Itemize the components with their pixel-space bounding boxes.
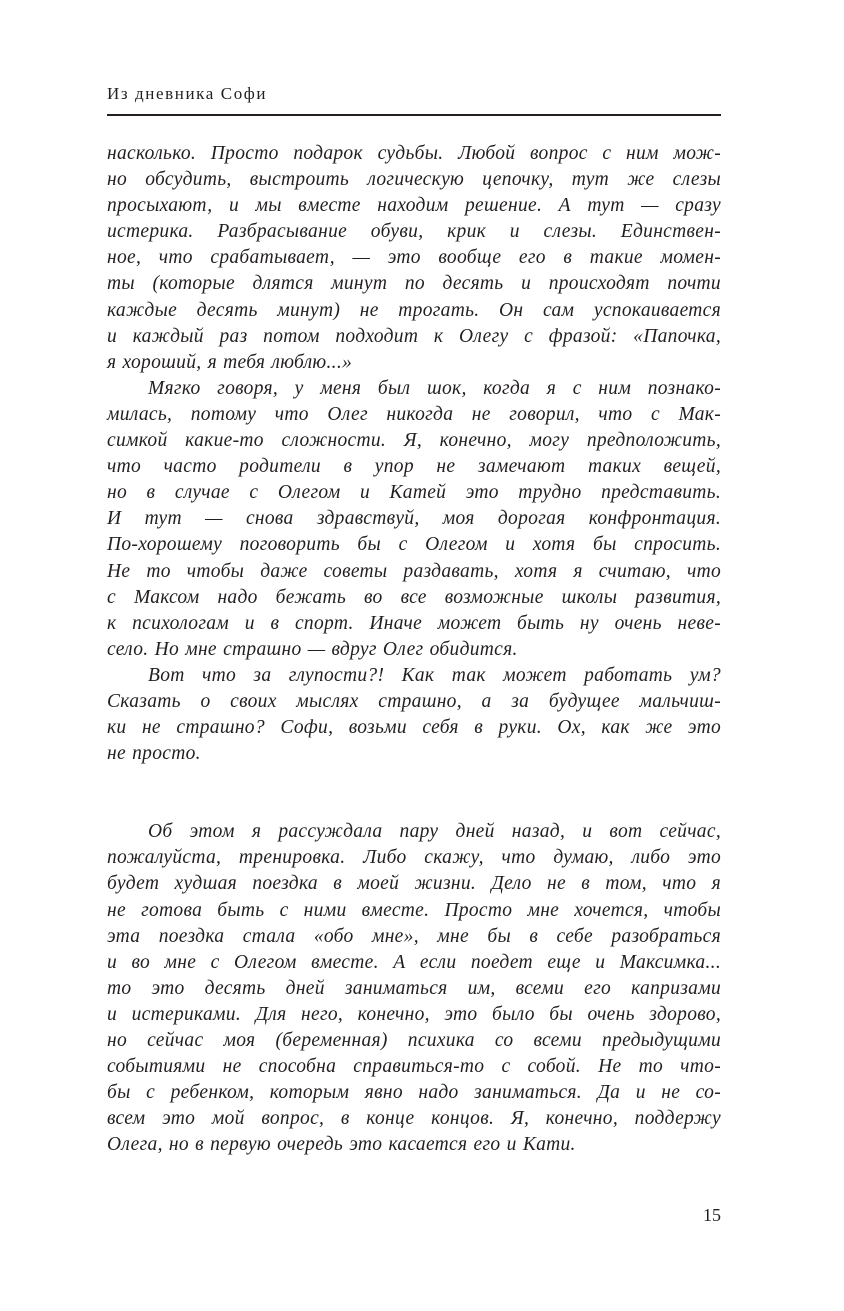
text-line: бы с ребенком, которым явно надо заниматься. Да и не со- <box>107 1082 721 1104</box>
text-line: то это десять дней заниматься им, всеми его капризами <box>107 977 721 999</box>
text-line: симкой какие-то сложности. Я, конечно, могу предположить, <box>107 430 721 452</box>
paragraph <box>107 141 721 376</box>
text-line: Олега, но в первую очередь это касается его и Кати. <box>107 1134 576 1156</box>
text-line: но обсудить, выстроить логическую цепочку, тут же слезы <box>107 169 721 191</box>
text-line: И тут — снова здравствуй, моя дорогая конфронтация. <box>107 508 721 530</box>
section-break <box>107 767 721 819</box>
text-line: просыхают, и мы вместе находим решение. А тут — сразу <box>107 195 721 217</box>
text-line: ты (которые длятся минут по десять и происходят почти <box>107 273 721 295</box>
text-line: но в случае с Олегом и Катей это трудно представить. <box>107 482 721 504</box>
text-line: всем это мой вопрос, в конце концов. Я, конечно, поддержу <box>107 1108 721 1130</box>
text-line: событиями не способна справиться-то с собой. Не то что- <box>107 1056 721 1078</box>
text-line: но сейчас моя (беременная) психика со всеми предыдущими <box>107 1030 721 1051</box>
text-line: я хороший, я тебя люблю...» <box>107 351 353 373</box>
text-line: и истериками. Для него, конечно, это было бы очень здорово, <box>107 1003 721 1025</box>
text-line: пожалуйста, тренировка. Либо скажу, что думаю, либо это <box>107 847 721 869</box>
text-line: будет худшая поездка в моей жизни. Дело не в том, что я <box>107 873 721 895</box>
text-line: что часто родители в упор не замечают таких вещей, <box>107 456 721 478</box>
text-line: и каждый раз потом подходит к Олегу с фразой: «Папочка, <box>107 325 721 347</box>
text-line: истерика. Разбрасывание обуви, крик и слезы. Единствен- <box>107 221 721 243</box>
paragraph <box>107 819 721 1158</box>
text-line: Не то чтобы даже советы раздавать, хотя я считаю, что <box>107 560 721 582</box>
text-line: Мягко говоря, у меня был шок, когда я с ним познако- <box>148 377 721 399</box>
text-line: Вот что за глупости?! Как так может работать ум? <box>148 664 721 686</box>
text-line: не просто. <box>107 743 201 765</box>
text-line: По-хорошему поговорить бы с Олегом и хотя бы спросить. <box>107 534 721 556</box>
paragraph <box>107 663 721 767</box>
text-line: милась, потому что Олег никогда не говорил, что с Мак- <box>107 403 721 425</box>
text-line: к психологам и в спорт. Иначе может быть ну очень неве- <box>107 612 721 634</box>
page-body <box>107 141 721 1158</box>
text-line: эта поездка стала «обо мне», мне бы в себе разобраться <box>107 925 721 947</box>
text-line: село. Но мне страшно — вдруг Олег обидится. <box>107 638 518 660</box>
running-header: Из дневника Софи <box>107 84 268 103</box>
page-number: 15 <box>703 1205 721 1225</box>
text-line: и во мне с Олегом вместе. А если поедет еще и Максимка... <box>107 951 721 973</box>
text-line: ки не страшно? Софи, возьми себя в руки. Ох, как же это <box>107 717 721 739</box>
text-line: насколько. Просто подарок судьбы. Любой вопрос с ним мож- <box>107 143 721 164</box>
text-line: с Максом надо бежать во все возможные школы развития, <box>107 586 721 608</box>
header-rule <box>107 114 721 116</box>
paragraph <box>107 376 721 663</box>
text-line: каждые десять минут) не трогать. Он сам успокаивается <box>107 299 721 321</box>
text-line: Сказать о своих мыслях страшно, а за будущее мальчиш- <box>107 690 721 712</box>
text-line: ное, что срабатывает, — это вообще его в такие момен- <box>107 247 721 269</box>
text-line: Об этом я рассуждала пару дней назад, и вот сейчас, <box>148 821 721 843</box>
text-line: не готова быть с ними вместе. Просто мне хочется, чтобы <box>107 899 721 921</box>
